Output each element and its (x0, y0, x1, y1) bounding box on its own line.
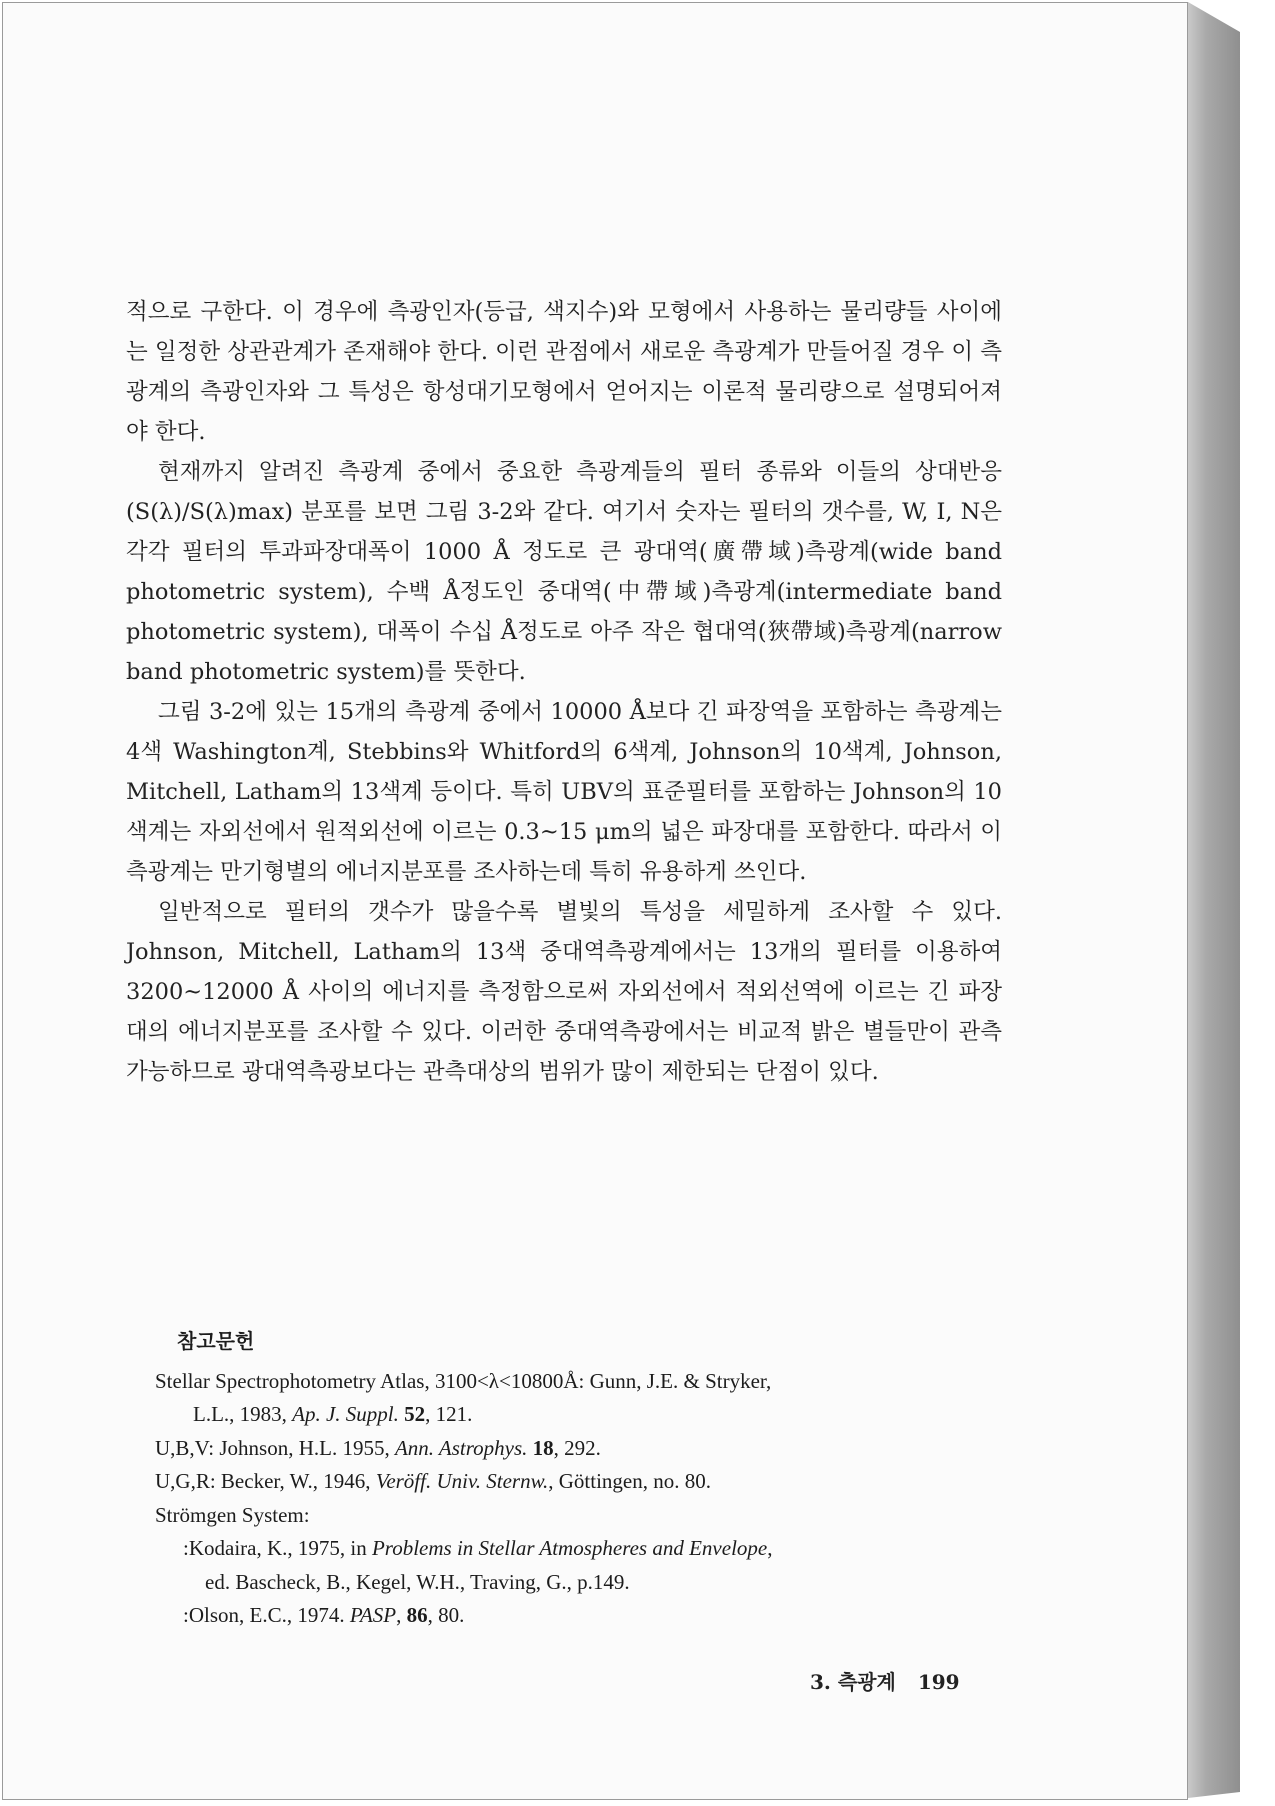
reference-gunn (155, 1365, 1005, 1432)
reference-pages: , Göttingen, no. 80. (548, 1469, 712, 1493)
reference-pages: , 80. (427, 1603, 465, 1627)
references-section (155, 1325, 1005, 1633)
paragraph-1: 적으로 구한다. 이 경우에 측광인자(등급, 색지수)와 모형에서 사용하는 물리량들 사이에는 일정한 상관관계가 존재해야 한다. 이런 관점에서 새로운 측광계가 만들어질 경우 이 측광계의 측광인자와 그 특성은 항성대기모형에서 얻어지는 이론적 물리량으로 설명되어져야 한다. (126, 299, 1002, 445)
reference-stromgen-heading: Strömgen System: (155, 1502, 310, 1527)
reference-authors: L.L., 1983, (193, 1402, 293, 1426)
journal-volume: 18 (532, 1435, 554, 1460)
reference-comma: , (396, 1603, 407, 1627)
journal-volume: 52 (404, 1402, 426, 1426)
reference-pages: , 121. (425, 1402, 473, 1426)
paragraph-2: 현재까지 알려진 측광계 중에서 중요한 측광계들의 필터 종류와 이들의 상대반응(S(λ)/S(λ)max) 분포를 보면 그림 3-2와 같다. 여기서 숫자는 필터의 갯수를, W, I, N은 각각 필터의 투과파장대폭이 1000 Å 정도로 큰 광대역(廣帶域)측광계(wide band photometric system), 수백 Å정도인 중대역(中帶域)측광계(intermediate band photometric system), 대폭이 수십 Å정도로 아주 작은 협대역(狹帶域)측광계(narrow band photometric system)를 뜻한다. (126, 459, 1002, 685)
reference-johnson (155, 1432, 1005, 1466)
book-edge (1188, 2, 1240, 1798)
journal-name: Veröff. Univ. Sternw. (375, 1469, 549, 1493)
body-text (126, 292, 1002, 1092)
reference-authors: :Kodaira, K., 1975, in (183, 1536, 372, 1560)
page-footer (810, 1666, 982, 1695)
journal-volume: 86 (406, 1603, 428, 1627)
reference-authors: U,G,R: Becker, W., 1946, (155, 1469, 376, 1493)
reference-continuation (155, 1398, 1005, 1432)
reference-continuation: ed. Bascheck, B., Kegel, W.H., Traving, G., p.149. (205, 1569, 630, 1594)
paragraph-4: 일반적으로 필터의 갯수가 많을수록 별빛의 특성을 세밀하게 조사할 수 있다. Johnson, Mitchell, Latham의 13색 중대역측광계에서는 13개의 필터를 이용하여 3200~12000 Å 사이의 에너지를 측정함으로써 자외선에서 적외선역에 이르는 긴 파장대의 에너지분포를 조사할 수 있다. 이러한 중대역측광에서는 비교적 밝은 별들만이 관측가능하므로 광대역측광보다는 관측대상의 범위가 많이 제한되는 단점이 있다. (126, 899, 1002, 1085)
reference-olson (155, 1599, 1005, 1633)
reference-kodaira (155, 1532, 1005, 1599)
book-title: Problems in Stellar Atmospheres and Envelope (371, 1536, 768, 1560)
chapter-label: 3. 측광계 (810, 1670, 896, 1694)
paragraph-3: 그림 3-2에 있는 15개의 측광계 중에서 10000 Å보다 긴 파장역을 포함하는 측광계는 4색 Washington계, Stebbins와 Whitford의 6색계, Johnson의 10색계, Johnson, Mitchell, Latham의 13색계 등이다. 특히 UBV의 표준필터를 포함하는 Johnson의 10색계는 자외선에서 원적외선에 이르는 0.3~15 μm의 넓은 파장대를 포함한다. 따라서 이 측광계는 만기형별의 에너지분포를 조사하는데 특히 유용하게 쓰인다. (126, 699, 1002, 885)
reference-becker (155, 1465, 1005, 1499)
reference-authors: :Olson, E.C., 1974. (183, 1603, 350, 1627)
reference-pages: , 292. (553, 1435, 601, 1460)
journal-name: Ann. Astrophys. (394, 1435, 528, 1460)
journal-name: PASP (349, 1603, 397, 1627)
reference-punctuation: , (767, 1536, 773, 1560)
journal-name: Ap. J. Suppl. (292, 1402, 399, 1426)
references-heading: 참고문헌 (177, 1329, 255, 1353)
reference-text: Stellar Spectrophotometry Atlas, 3100<λ<10800Å: Gunn, J.E. & Stryker, (155, 1368, 772, 1393)
reference-authors: U,B,V: Johnson, H.L. 1955, (155, 1435, 395, 1460)
page-number: 199 (917, 1670, 960, 1694)
